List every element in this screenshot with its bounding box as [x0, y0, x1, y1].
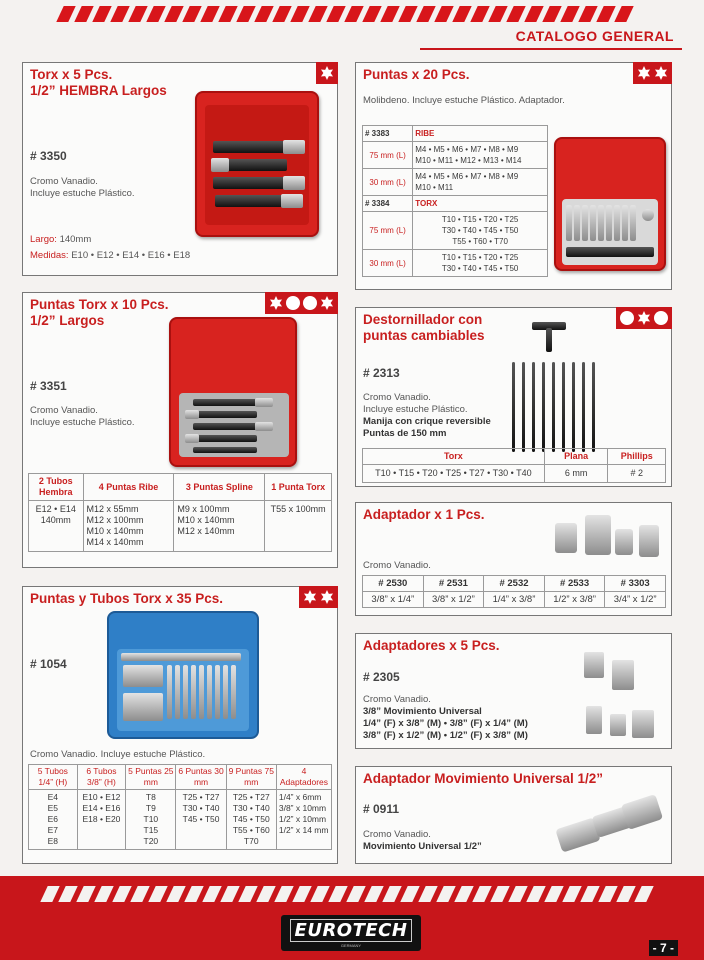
torx-socket-icon — [320, 66, 334, 80]
product-title-0911: Adaptador Movimiento Universal 1/2” — [363, 771, 604, 786]
code-2533: # 2533 — [544, 576, 605, 592]
header-tubos-3-8: 6 Tubos 3/8” (H) — [77, 765, 126, 790]
cell-adaptadores: 1/4” x 6mm 3/8” x 10mm 1/2” x 10mm 1/2” x 14 mm — [276, 790, 331, 850]
torx-bit-icon — [637, 66, 651, 80]
header-puntas-75: 9 Puntas 75 mm — [226, 765, 276, 790]
cell-tubos-1-4: E4 E5 E6 E7 E8 — [29, 790, 78, 850]
product-2305 — [355, 633, 672, 749]
torx-bit-icon — [637, 311, 651, 325]
product-3351 — [22, 292, 338, 568]
badge-2313 — [616, 307, 672, 329]
product-0911 — [355, 766, 672, 864]
table-3351 — [28, 473, 332, 552]
header-tubos-hembra: 2 Tubos Hembra — [29, 474, 84, 501]
product-2313 — [355, 307, 672, 487]
size-3303: 3/4” x 1/2” — [605, 592, 666, 608]
desc-3350: Cromo Vanadio. Incluye estuche Plástico. — [30, 176, 135, 199]
cell-tubos-hembra: E12 • E14 140mm — [29, 501, 84, 552]
product-code-3351: # 3351 — [30, 379, 67, 393]
code-3384: # 3384 — [363, 196, 413, 212]
desc-1054: Cromo Vanadio. Incluye estuche Plástico. — [30, 749, 206, 760]
badge-3351 — [265, 292, 338, 314]
cell-puntas-75: T25 • T27 T30 • T40 T45 • T50 T55 • T60 T70 — [226, 790, 276, 850]
product-code-1054: # 1054 — [30, 657, 67, 671]
product-1054 — [22, 586, 338, 864]
header-rule — [420, 48, 682, 50]
product-title-puntas-20: Puntas x 20 Pcs. — [363, 67, 470, 82]
code-3383: # 3383 — [363, 126, 413, 142]
torx-socket-icon — [320, 590, 334, 604]
cell-puntas-spline: M9 x 100mm M10 x 140mm M12 x 140mm — [174, 501, 265, 552]
product-3350 — [22, 62, 338, 276]
adapters-set-image — [580, 644, 666, 744]
brand-sub: GERMANY — [340, 942, 362, 948]
product-title-3350: Torx x 5 Pcs. 1/2” HEMBRA Largos — [30, 67, 167, 98]
header-adaptadores: 4 Adaptadores — [276, 765, 331, 790]
badge-3350 — [316, 62, 338, 84]
header-punta-torx: 1 Punta Torx — [265, 474, 332, 501]
header-phillips: Phillips — [608, 449, 666, 465]
code-2531: # 2531 — [423, 576, 484, 592]
flat-bit-icon — [654, 311, 668, 325]
case-image-1054 — [107, 611, 259, 739]
size-2533: 1/2” x 3/8” — [544, 592, 605, 608]
adapters-image — [551, 511, 661, 561]
desc-puntas-20: Molibdeno. Incluye estuche Plástico. Adaptador. — [363, 95, 565, 106]
desc-0911: Cromo Vanadio. Movimiento Universal 1/2” — [363, 829, 482, 852]
header-tubos-1-4: 5 Tubos 1/4” (H) — [29, 765, 78, 790]
header-puntas-30: 6 Puntas 30 mm — [176, 765, 226, 790]
header-puntas-spline: 3 Puntas Spline — [174, 474, 265, 501]
product-title-1054: Puntas y Tubos Torx x 35 Pcs. — [30, 591, 224, 606]
table-1054 — [28, 764, 332, 850]
desc-2313: Cromo Vanadio. Incluye estuche Plástico. Manija con crique reversible Puntas de 150 mm — [363, 392, 491, 439]
code-2530: # 2530 — [363, 576, 424, 592]
product-title-2305: Adaptadores x 5 Pcs. — [363, 638, 500, 653]
product-title-3351: Puntas Torx x 10 Pcs. 1/2” Largos — [30, 297, 169, 328]
size-2532: 1/4” x 3/8” — [484, 592, 545, 608]
header-puntas-25: 5 Puntas 25 mm — [126, 765, 176, 790]
ribe-len-30: 30 mm (L) — [363, 169, 413, 196]
code-3303: # 3303 — [605, 576, 666, 592]
ribe-sizes-75: M4 • M5 • M6 • M7 • M8 • M9 M10 • M11 • M12 • M13 • M14 — [413, 142, 548, 169]
header-torx: Torx — [363, 449, 545, 465]
cell-plana: 6 mm — [544, 465, 608, 483]
case-image-puntas-20 — [554, 137, 666, 271]
product-code-2305: # 2305 — [363, 670, 400, 684]
medidas-3350: Medidas: E10 • E12 • E14 • E16 • E18 — [30, 250, 191, 261]
hex-socket-icon — [320, 296, 334, 310]
table-2313 — [362, 448, 666, 483]
desc-2305: Cromo Vanadio. 3/8” Movimiento Universal 1/4” (F) x 3/8” (M) • 3/8” (F) x 1/4” (M) 3/8” (F) x 1/2” (M) • 1/2” (F) x 3/8” (M) — [363, 694, 528, 741]
brand-name: EUROTECH — [290, 919, 413, 942]
universal-joint-image — [552, 793, 664, 859]
cell-puntas-ribe: M12 x 55mm M12 x 100mm M10 x 140mm M14 x 140mm — [83, 501, 174, 552]
case-image-3351 — [169, 317, 297, 467]
ribe-bit-icon — [303, 296, 317, 310]
label-ribe: RIBE — [413, 126, 548, 142]
cell-phillips: # 2 — [608, 465, 666, 483]
badge-puntas-20 — [633, 62, 672, 84]
phillips-bit-icon — [620, 311, 634, 325]
desc-adaptador-1: Cromo Vanadio. — [363, 560, 431, 571]
largo-3350: Largo: 140mm — [30, 234, 92, 245]
cell-puntas-30: T25 • T27 T30 • T40 T45 • T50 — [176, 790, 226, 850]
cell-tubos-3-8: E10 • E12 E14 • E16 E18 • E20 — [77, 790, 126, 850]
torx-len-30: 30 mm (L) — [363, 250, 413, 277]
table-3383-3384 — [362, 125, 548, 277]
torx-sizes-75: T10 • T15 • T20 • T25 T30 • T40 • T45 • T50 T55 • T60 • T70 — [413, 212, 548, 250]
badge-1054 — [299, 586, 338, 608]
product-adaptador-1 — [355, 502, 672, 616]
cell-punta-torx: T55 x 100mm — [265, 501, 332, 552]
case-image-3350 — [195, 91, 319, 237]
product-code-0911: # 0911 — [363, 802, 400, 816]
torx-len-75: 75 mm (L) — [363, 212, 413, 250]
ribe-bit-icon — [654, 66, 668, 80]
ribe-sizes-30: M4 • M5 • M6 • M7 • M8 • M9 M10 • M11 — [413, 169, 548, 196]
product-title-adaptador-1: Adaptador x 1 Pcs. — [363, 507, 485, 522]
size-2531: 3/8” x 1/2” — [423, 592, 484, 608]
eurotech-logo — [281, 915, 421, 951]
header-plana: Plana — [544, 449, 608, 465]
desc-3351: Cromo Vanadio. Incluye estuche Plástico. — [30, 405, 135, 428]
ribe-len-75: 75 mm (L) — [363, 142, 413, 169]
product-code-3350: # 3350 — [30, 149, 67, 163]
cell-puntas-25: T8 T9 T10 T15 T20 — [126, 790, 176, 850]
spline-bit-icon — [286, 296, 300, 310]
product-title-2313: Destornillador con puntas cambiables — [363, 312, 485, 343]
page-number: - 7 - — [649, 940, 678, 956]
torx-bit-icon — [269, 296, 283, 310]
catalog-title: CATALOGO GENERAL — [515, 28, 674, 44]
screwdriver-image-2313 — [506, 318, 606, 448]
table-adaptador-1 — [362, 575, 666, 608]
torx-sizes-30: T10 • T15 • T20 • T25 T30 • T40 • T45 • T50 — [413, 250, 548, 277]
size-2530: 3/8” x 1/4” — [363, 592, 424, 608]
product-puntas-20 — [355, 62, 672, 290]
label-torx: TORX — [413, 196, 548, 212]
footer-stripes-top — [44, 886, 650, 902]
cell-torx: T10 • T15 • T20 • T25 • T27 • T30 • T40 — [363, 465, 545, 483]
product-code-2313: # 2313 — [363, 366, 400, 380]
torx-bit-icon — [303, 590, 317, 604]
code-2532: # 2532 — [484, 576, 545, 592]
header-puntas-ribe: 4 Puntas Ribe — [83, 474, 174, 501]
